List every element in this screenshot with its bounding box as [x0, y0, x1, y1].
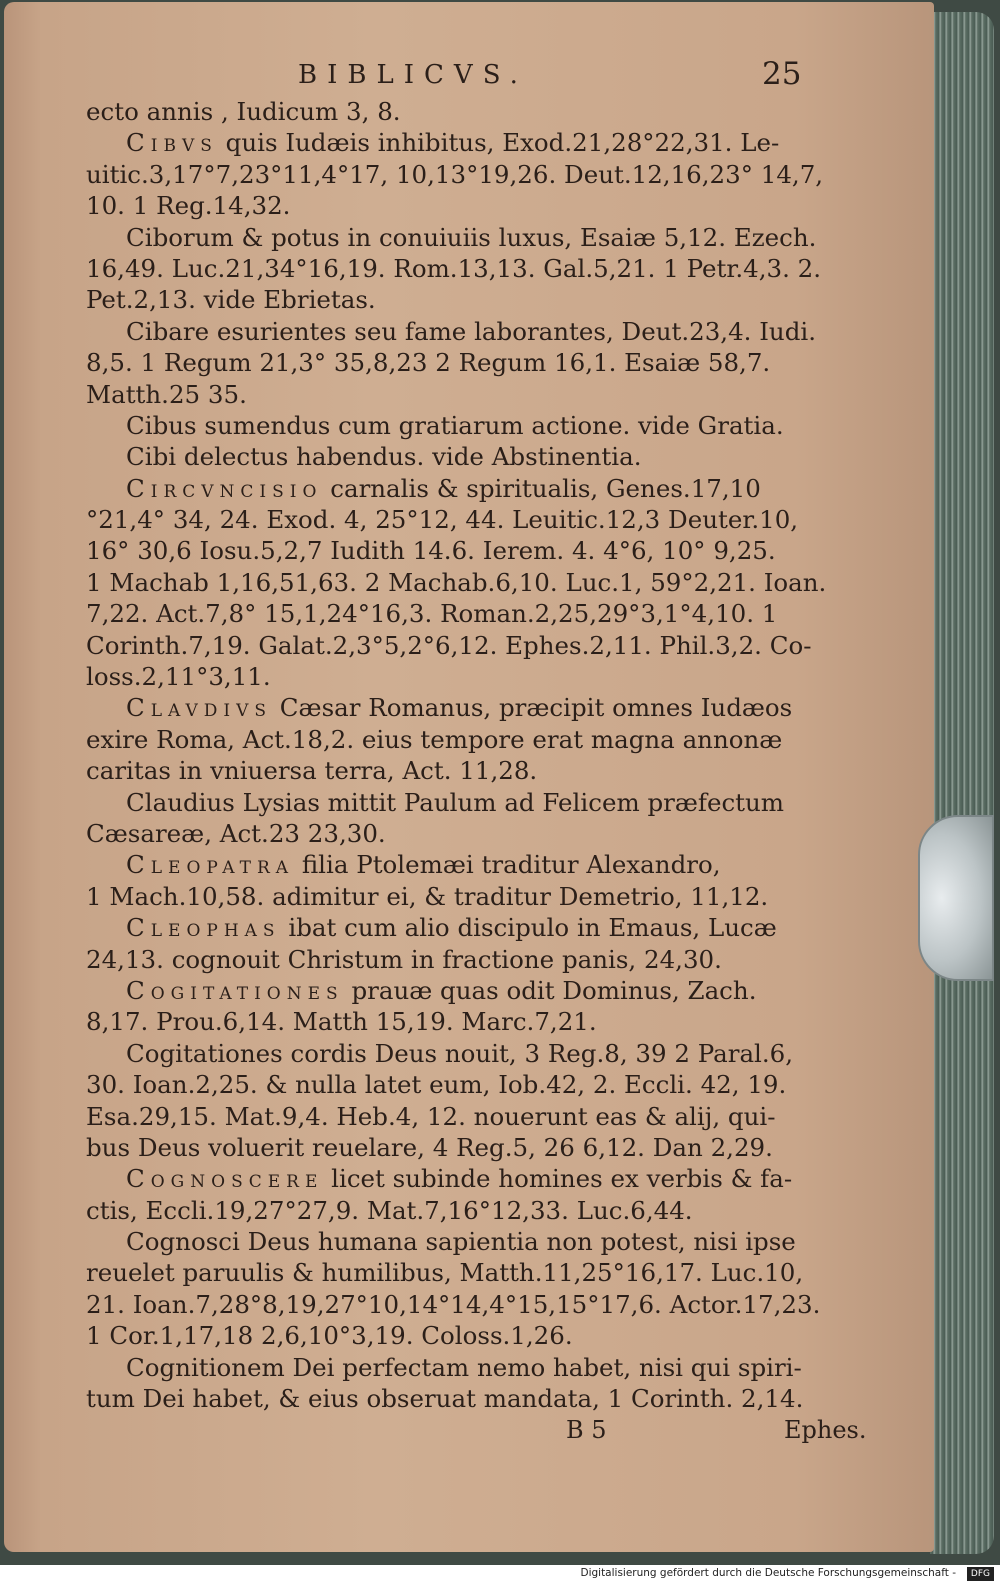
- line-text: °21,4° 34, 24. Exod. 4, 25°12, 44. Leuitic.12,3 Deuter.10,: [86, 505, 799, 535]
- line-text: Esa.29,15. Mat.9,4. Heb.4, 12. nouerunt eas & alij, qui-: [86, 1101, 776, 1131]
- text-line: [86, 473, 846, 504]
- text-line: [86, 598, 846, 629]
- line-text: Cogitationes cordis Deus nouit, 3 Reg.8, 39 2 Paral.6,: [126, 1038, 794, 1068]
- text-line: [86, 1069, 846, 1100]
- book-clasp: [918, 815, 994, 981]
- line-text: exire Roma, Act.18,2. eius tempore erat magna annonæ: [86, 724, 783, 754]
- text-line: [86, 1352, 846, 1383]
- book-page-edges: [930, 12, 994, 1554]
- page-number: 25: [762, 56, 802, 92]
- line-text: Claudius Lysias mittit Paulum ad Felicem præfectum: [126, 787, 785, 817]
- text-line: [86, 1195, 846, 1226]
- catchword: Ephes.: [784, 1416, 867, 1445]
- entry-keyword: Cibvs: [126, 128, 218, 158]
- line-text: 21. Ioan.7,28°8,19,27°10,14°14,4°15,15°17,6. Actor.17,23.: [86, 1289, 821, 1319]
- line-text: Matth.25 35.: [86, 379, 247, 409]
- dfg-logo: DFG: [967, 1567, 994, 1581]
- text-line: [86, 190, 846, 221]
- line-text: Cognitionem Dei perfectam nemo habet, nisi qui spiri-: [126, 1352, 802, 1382]
- line-text: ctis, Eccli.19,27°27,9. Mat.7,16°12,33. Luc.6,44.: [86, 1195, 693, 1225]
- line-text: carnalis & spiritualis, Genes.17,10: [322, 473, 761, 503]
- line-text: prauæ quas odit Dominus, Zach.: [343, 975, 757, 1005]
- entry-keyword: Cleopatra: [126, 850, 295, 880]
- line-text: Cibare esurientes seu fame laborantes, Deut.23,4. Iudi.: [126, 316, 816, 346]
- text-line: [86, 284, 846, 315]
- line-text: quis Iudæis inhibitus, Exod.21,28°22,31. Le-: [217, 128, 780, 158]
- line-text: Cæsareæ, Act.23 23,30.: [86, 818, 386, 848]
- line-text: 30. Ioan.2,25. & nulla latet eum, Iob.42, 2. Eccli. 42, 19.: [86, 1070, 787, 1100]
- running-header: [86, 56, 846, 96]
- text-line: [86, 96, 846, 127]
- text-lines: [86, 96, 846, 1414]
- text-line: [86, 849, 846, 880]
- line-text: bus Deus voluerit reuelare, 4 Reg.5, 26 6,12. Dan 2,29.: [86, 1132, 773, 1162]
- footer-credit: Digitalisierung gefördert durch die Deutsche Forschungsgemeinschaft -: [580, 1567, 956, 1579]
- entry-keyword: Cogitationes: [126, 975, 344, 1005]
- line-text: 1 Cor.1,17,18 2,6,10°3,19. Coloss.1,26.: [86, 1321, 573, 1351]
- line-text: Ciborum & potus in conuiuiis luxus, Esaiæ 5,12. Ezech.: [126, 222, 817, 252]
- line-text: tum Dei habet, & eius obseruat mandata, 1 Corinth. 2,14.: [86, 1384, 804, 1414]
- line-text: loss.2,11°3,11.: [86, 662, 271, 692]
- line-text: 1 Machab 1,16,51,63. 2 Machab.6,10. Luc.1, 59°2,21. Ioan.: [86, 567, 827, 597]
- line-text: Corinth.7,19. Galat.2,3°5,2°6,12. Ephes.2,11. Phil.3,2. Co-: [86, 630, 812, 660]
- line-text: caritas in vniuersa terra, Act. 11,28.: [86, 756, 538, 786]
- line-text: 8,17. Prou.6,14. Matth 15,19. Marc.7,21.: [86, 1007, 597, 1037]
- line-text: 1 Mach.10,58. adimitur ei, & traditur Demetrio, 11,12.: [86, 881, 769, 911]
- line-text: ibat cum alio discipulo in Emaus, Lucæ: [280, 913, 777, 943]
- text-line: [86, 535, 846, 566]
- line-text: Cibi delectus habendus. vide Abstinentia.: [126, 442, 642, 472]
- text-line: [86, 441, 846, 472]
- text-line: [86, 944, 846, 975]
- running-title: BIBLICVS.: [298, 60, 528, 90]
- text-line: [86, 661, 846, 692]
- text-line: [86, 975, 846, 1006]
- text-line: [86, 1383, 846, 1414]
- line-text: Cibus sumendus cum gratiarum actione. vide Gratia.: [126, 410, 784, 440]
- text-line: [86, 787, 846, 818]
- line-text: 10. 1 Reg.14,32.: [86, 191, 291, 221]
- text-line: [86, 347, 846, 378]
- text-line: [86, 504, 846, 535]
- text-line: [86, 724, 846, 755]
- text-line: [86, 818, 846, 849]
- line-text: uitic.3,17°7,23°11,4°17, 10,13°19,26. Deut.12,16,23° 14,7,: [86, 159, 824, 189]
- page-text: [86, 56, 867, 1448]
- text-line: [86, 692, 846, 723]
- text-line: [86, 316, 846, 347]
- text-line: [86, 253, 846, 284]
- line-text: Pet.2,13. vide Ebrietas.: [86, 285, 376, 315]
- text-line: [86, 1257, 846, 1288]
- entry-keyword: Cognoscere: [126, 1164, 324, 1194]
- line-text: 24,13. cognouit Christum in fractione panis, 24,30.: [86, 944, 722, 974]
- line-text: Cæsar Romanus, præcipit omnes Iudæos: [272, 693, 793, 723]
- line-text: licet subinde homines ex verbis & fa-: [323, 1164, 793, 1194]
- line-text: reuelet paruulis & humilibus, Matth.11,25°16,17. Luc.10,: [86, 1258, 804, 1288]
- entry-keyword: Cleophas: [126, 913, 281, 943]
- line-text: 16° 30,6 Iosu.5,2,7 Iudith 14.6. Ierem. 4. 4°6, 10° 9,25.: [86, 536, 776, 566]
- line-text: filia Ptolemæi traditur Alexandro,: [294, 850, 721, 880]
- text-line: [86, 379, 846, 410]
- line-text: 7,22. Act.7,8° 15,1,24°16,3. Roman.2,25,29°3,1°4,10. 1: [86, 599, 778, 629]
- text-line: [86, 127, 846, 158]
- text-line: [86, 1132, 846, 1163]
- text-line: [86, 1289, 846, 1320]
- text-line: [86, 410, 846, 441]
- line-text: Cognosci Deus humana sapientia non potest, nisi ipse: [126, 1227, 796, 1257]
- text-line: [86, 159, 846, 190]
- text-line: [86, 1006, 846, 1037]
- entry-keyword: Circvncisio: [126, 473, 323, 503]
- entry-keyword: Clavdivs: [126, 693, 273, 723]
- line-text: 8,5. 1 Regum 21,3° 35,8,23 2 Regum 16,1. Esaiæ 58,7.: [86, 348, 771, 378]
- text-line: [86, 912, 846, 943]
- signature-mark: B 5: [566, 1416, 607, 1445]
- text-line: [86, 1226, 846, 1257]
- line-text: ecto annis , Iudicum 3, 8.: [86, 97, 401, 126]
- line-text: 16,49. Luc.21,34°16,19. Rom.13,13. Gal.5,21. 1 Petr.4,3. 2.: [86, 253, 822, 283]
- text-line: [86, 630, 846, 661]
- text-line: [86, 1163, 846, 1194]
- text-line: [86, 1320, 846, 1351]
- text-line: [86, 881, 846, 912]
- text-line: [86, 755, 846, 786]
- signature-line: [86, 1414, 867, 1448]
- text-line: [86, 1101, 846, 1132]
- text-line: [86, 567, 846, 598]
- text-line: [86, 222, 846, 253]
- footer-bar: [0, 1565, 1000, 1583]
- text-line: [86, 1038, 846, 1069]
